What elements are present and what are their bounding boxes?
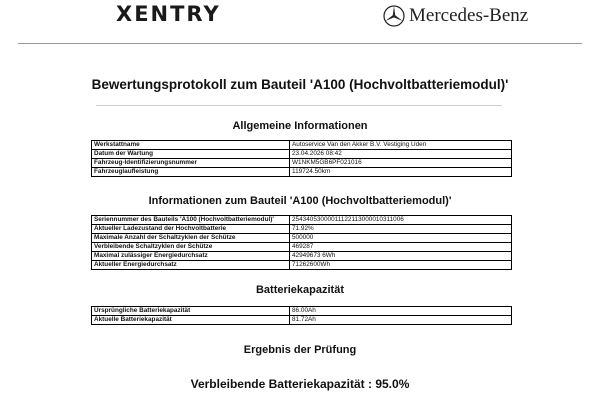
row-value: 71262600Wh — [290, 261, 512, 270]
xentry-logo: XENTRY — [116, 2, 221, 26]
row-value: 81.72Ah — [290, 316, 512, 325]
component-info-table — [91, 215, 512, 270]
row-value: 86.00Ah — [290, 307, 512, 316]
report-page — [18, 43, 582, 401]
document-title: Bewertungsprotokoll zum Bauteil 'A100 (Hochvoltbatteriemodul)' — [91, 77, 509, 92]
table-row — [92, 216, 512, 225]
table-row — [92, 159, 512, 168]
row-label: Fahrzeuglaufleistung — [92, 168, 290, 177]
row-value: Autoservice Van den Akker B.V. Vestiging Uden — [290, 141, 512, 150]
page-header — [0, 0, 600, 38]
row-label: Aktuelle Batteriekapazität — [92, 316, 290, 325]
table-row — [92, 168, 512, 177]
table-row — [92, 141, 512, 150]
section-title-general: Allgemeine Informationen — [232, 120, 368, 132]
row-value: 469287 — [290, 243, 512, 252]
general-info-table — [91, 140, 512, 177]
table-row — [92, 307, 512, 316]
row-value: W1NKM5GB6PF021016 — [290, 159, 512, 168]
row-value: 25434053000011122113000010311006 — [290, 216, 512, 225]
row-label: Aktueller Ladezustand der Hochvoltbatterie — [92, 225, 290, 234]
mercedes-benz-wordmark: Mercedes-Benz — [409, 5, 529, 26]
row-label: Ursprüngliche Batteriekapazität — [92, 307, 290, 316]
row-value: 71.92% — [290, 225, 512, 234]
row-value: 500000 — [290, 234, 512, 243]
table-row — [92, 261, 512, 270]
row-value: 119724.50km — [290, 168, 512, 177]
table-row — [92, 234, 512, 243]
section-title-result: Ergebnis der Prüfung — [243, 344, 357, 356]
table-row — [92, 150, 512, 159]
section-title-capacity: Batteriekapazität — [255, 284, 345, 296]
capacity-table — [91, 306, 512, 325]
row-value: 23.04.2026 08:42 — [290, 150, 512, 159]
row-label: Verbleibende Schaltzyklen der Schütze — [92, 243, 290, 252]
mercedes-star-icon — [383, 5, 405, 27]
table-row — [92, 243, 512, 252]
row-label: Maximale Anzahl der Schaltzyklen der Schütze — [92, 234, 290, 243]
row-label: Datum der Wartung — [92, 150, 290, 159]
row-label: Seriennummer des Bauteils 'A100 (Hochvoltbatteriemodul)' — [92, 216, 290, 225]
row-label: Werkstattname — [92, 141, 290, 150]
row-label: Maximal zulässiger Energiedurchsatz — [92, 252, 290, 261]
section-title-component: Informationen zum Bauteil 'A100 (Hochvoltbatteriemodul)' — [148, 195, 452, 207]
row-label: Fahrzeug-Identifizierungsnummer — [92, 159, 290, 168]
title-divider — [96, 105, 502, 106]
final-result: Verbleibende Batteriekapazität : 95.0% — [190, 377, 410, 391]
table-row — [92, 225, 512, 234]
row-label: Aktueller Energiedurchsatz — [92, 261, 290, 270]
row-value: 42949673 6Wh — [290, 252, 512, 261]
table-row — [92, 252, 512, 261]
table-row — [92, 316, 512, 325]
